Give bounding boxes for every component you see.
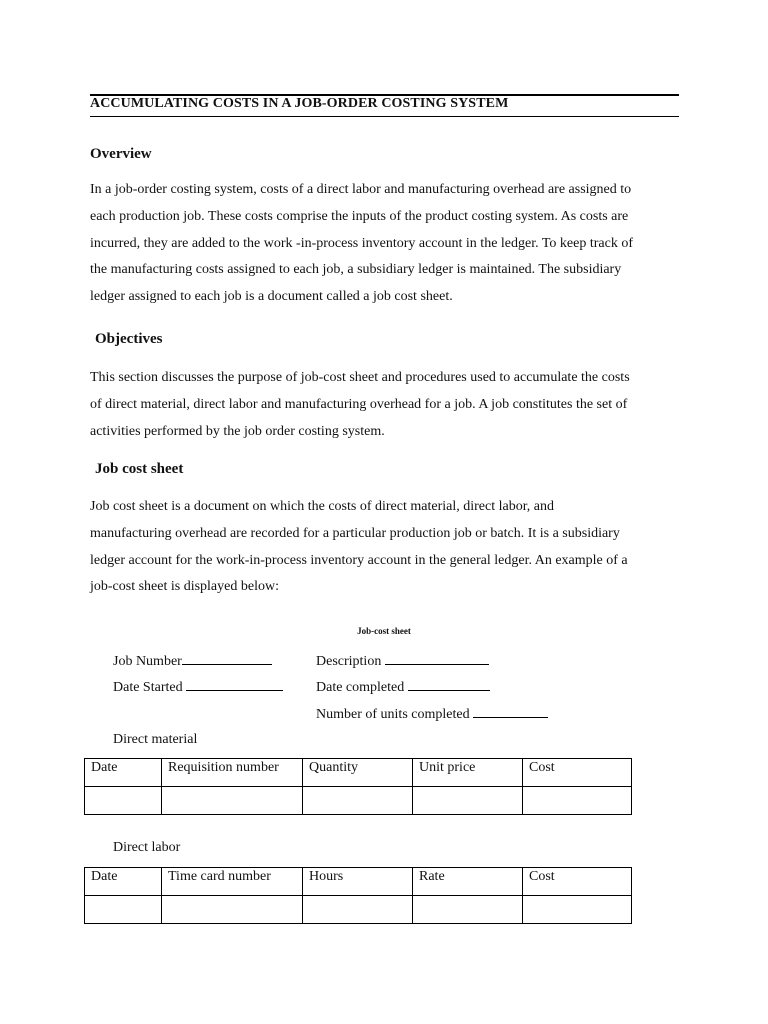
direct-labor-label: Direct labor xyxy=(113,840,181,855)
table-header-row xyxy=(85,759,632,787)
overview-line: In a job-order costing system, costs of a direct labor and manufacturing overhead are assigned to xyxy=(90,182,632,197)
overview-line: incurred, they are added to the work -in-process inventory account in the ledger. To keep track of xyxy=(90,235,634,251)
table-cell[interactable] xyxy=(413,896,523,924)
overview-heading: Overview xyxy=(90,146,152,162)
direct-material-table xyxy=(84,758,632,815)
sheet-title: Job-cost sheet xyxy=(357,626,411,636)
table-cell[interactable] xyxy=(85,787,162,815)
description-label: Description xyxy=(316,654,382,669)
job-number-label: Job Number xyxy=(113,654,182,669)
date-started-label: Date Started xyxy=(113,680,183,695)
job-cost-sheet-paragraph xyxy=(90,494,678,601)
table-row xyxy=(85,787,632,815)
date-completed-field xyxy=(316,678,490,696)
units-completed-label: Number of units completed xyxy=(316,707,470,722)
job-cost-sheet-line: manufacturing overhead are recorded for a particular production job or batch. It is a subsidiary xyxy=(90,525,620,541)
column-header: Rate xyxy=(413,868,523,896)
objectives-line: This section discusses the purpose of job-cost sheet and procedures used to accumulate the costs xyxy=(90,370,630,385)
date-completed-label: Date completed xyxy=(316,680,405,695)
table-cell[interactable] xyxy=(85,896,162,924)
overview-paragraph xyxy=(90,177,678,311)
table-header-row xyxy=(85,868,632,896)
job-cost-sheet-heading: Job cost sheet xyxy=(95,461,184,477)
column-header: Cost xyxy=(523,868,632,896)
job-number-field xyxy=(113,652,272,670)
objectives-paragraph xyxy=(90,365,678,445)
table-row xyxy=(85,896,632,924)
column-header: Requisition number xyxy=(162,759,303,787)
job-cost-sheet-line: ledger account for the work-in-process inventory account in the general ledger. An example of a xyxy=(90,552,628,568)
column-header: Quantity xyxy=(303,759,413,787)
table-cell[interactable] xyxy=(523,787,632,815)
column-header: Unit price xyxy=(413,759,523,787)
document-title: ACCUMULATING COSTS IN A JOB-ORDER COSTING SYSTEM xyxy=(90,96,509,111)
title-bottom-rule xyxy=(90,116,679,117)
column-header: Hours xyxy=(303,868,413,896)
description-blank xyxy=(385,652,489,665)
direct-material-label: Direct material xyxy=(113,732,198,747)
description-field xyxy=(316,652,489,670)
objectives-line: of direct material, direct labor and manufacturing overhead for a job. A job constitutes the set of xyxy=(90,396,628,412)
table-cell[interactable] xyxy=(162,787,303,815)
job-cost-sheet-line: Job cost sheet is a document on which the costs of direct material, direct labor, and xyxy=(90,499,555,514)
date-completed-blank xyxy=(408,678,490,691)
table-cell[interactable] xyxy=(162,896,303,924)
column-header: Date xyxy=(85,868,162,896)
job-number-blank xyxy=(182,652,272,665)
table-cell[interactable] xyxy=(303,896,413,924)
table-cell[interactable] xyxy=(303,787,413,815)
overview-line: the manufacturing costs assigned to each job, a subsidiary ledger is maintained. The subsidiary xyxy=(90,262,622,278)
column-header: Time card number xyxy=(162,868,303,896)
date-started-blank xyxy=(186,678,283,691)
column-header: Cost xyxy=(523,759,632,787)
table-cell[interactable] xyxy=(413,787,523,815)
overview-line: ledger assigned to each job is a document called a job cost sheet. xyxy=(90,289,453,305)
overview-line: each production job. These costs comprise the inputs of the product costing system. As costs are xyxy=(90,208,629,224)
job-cost-sheet-line: job-cost sheet is displayed below: xyxy=(90,579,279,595)
direct-labor-table xyxy=(84,867,632,924)
objectives-line: activities performed by the job order costing system. xyxy=(90,423,385,439)
date-started-field xyxy=(113,678,283,696)
units-completed-blank xyxy=(473,705,548,718)
objectives-heading: Objectives xyxy=(95,331,163,347)
units-completed-field xyxy=(316,705,548,723)
table-cell[interactable] xyxy=(523,896,632,924)
column-header: Date xyxy=(85,759,162,787)
